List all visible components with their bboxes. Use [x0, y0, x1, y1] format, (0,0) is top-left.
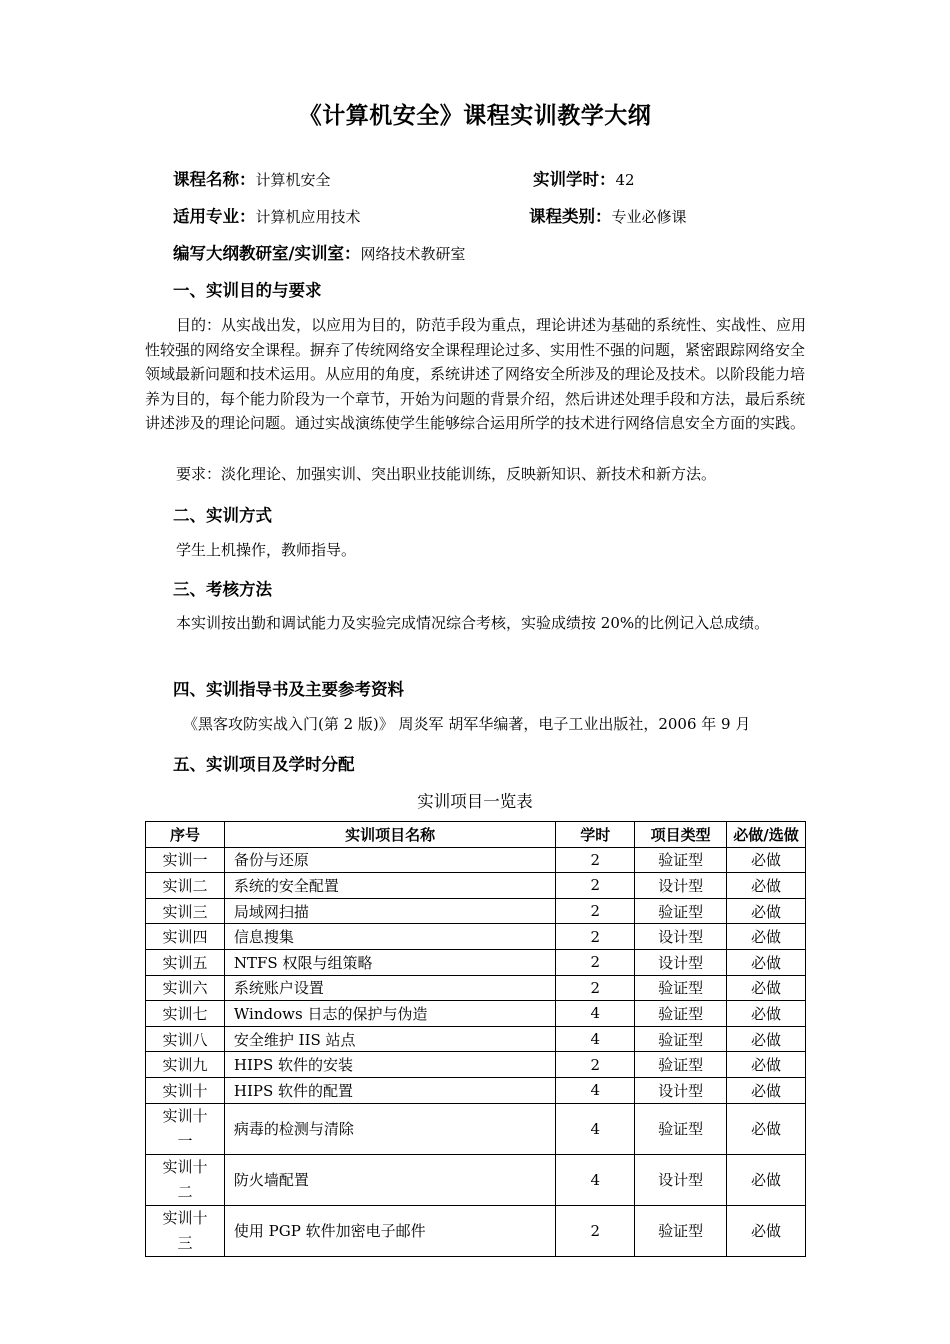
- section-3-heading: 三、考核方法: [173, 580, 272, 599]
- cell-hours: 2: [556, 1205, 635, 1256]
- cell-name: 使用 PGP 软件加密电子邮件: [224, 1205, 555, 1256]
- dept-field: [173, 240, 466, 264]
- cell-hours: 4: [556, 1103, 635, 1154]
- major-field: [173, 203, 361, 227]
- table-row: [146, 1077, 806, 1103]
- cell-name: 系统的安全配置: [224, 873, 555, 899]
- cell-seq: 实训十二: [146, 1154, 225, 1205]
- section-4-text: 《黑客攻防实战入门(第 2 版)》 周炎军 胡军华编著，电子工业出版社，2006 年 9 月: [183, 715, 751, 733]
- table-row: [146, 1154, 806, 1205]
- cell-seq: 实训三: [146, 898, 225, 924]
- cell-required: 必做: [727, 949, 806, 975]
- cell-type: 验证型: [635, 975, 727, 1001]
- cell-seq: 实训四: [146, 924, 225, 950]
- cell-type: 验证型: [635, 1052, 727, 1078]
- header-type: 项目类型: [635, 822, 727, 848]
- table-row: [146, 1052, 806, 1078]
- cell-required: 必做: [727, 1001, 806, 1027]
- section-1-heading: 一、实训目的与要求: [173, 281, 322, 300]
- cell-hours: 4: [556, 1001, 635, 1027]
- cell-seq: 实训七: [146, 1001, 225, 1027]
- section-3-paragraph: [145, 611, 807, 636]
- table-row: [146, 1026, 806, 1052]
- cell-seq: 实训五: [146, 949, 225, 975]
- cell-required: 必做: [727, 898, 806, 924]
- hours-label: 实训学时：: [533, 170, 616, 189]
- major-label: 适用专业：: [173, 207, 256, 226]
- table-row: [146, 924, 806, 950]
- cell-type: 验证型: [635, 847, 727, 873]
- section-2-heading: 二、实训方式: [173, 506, 272, 525]
- major-value: 计算机应用技术: [255, 208, 361, 226]
- section-4-heading: 四、实训指导书及主要参考资料: [173, 680, 404, 699]
- cell-hours: 2: [556, 949, 635, 975]
- cell-seq: 实训二: [146, 873, 225, 899]
- cell-seq: 实训一: [146, 847, 225, 873]
- cell-type: 设计型: [635, 873, 727, 899]
- cell-hours: 4: [556, 1026, 635, 1052]
- category-label: 课程类别：: [529, 207, 612, 226]
- cell-type: 设计型: [635, 1154, 727, 1205]
- cell-type: 设计型: [635, 924, 727, 950]
- hours-field: [533, 166, 635, 190]
- cell-required: 必做: [727, 1103, 806, 1154]
- cell-name: 病毒的检测与清除: [224, 1103, 555, 1154]
- section-2-text: 学生上机操作，教师指导。: [176, 541, 357, 559]
- cell-type: 验证型: [635, 1001, 727, 1027]
- cell-seq: 实训十三: [146, 1205, 225, 1256]
- cell-name: HIPS 软件的配置: [224, 1077, 555, 1103]
- category-field: [529, 203, 687, 227]
- header-seq: 序号: [146, 822, 225, 848]
- cell-type: 验证型: [635, 1205, 727, 1256]
- header-hours: 学时: [556, 822, 635, 848]
- category-value: 专业必修课: [611, 208, 687, 226]
- table-row: [146, 949, 806, 975]
- cell-hours: 2: [556, 1052, 635, 1078]
- document-title: 《计算机安全》课程实训教学大纲: [298, 103, 652, 129]
- table-row: [146, 975, 806, 1001]
- course-name-label: 课程名称：: [173, 170, 256, 189]
- header-name: 实训项目名称: [224, 822, 555, 848]
- cell-type: 设计型: [635, 1077, 727, 1103]
- cell-name: 防火墙配置: [224, 1154, 555, 1205]
- cell-seq: 实训十: [146, 1077, 225, 1103]
- table-row: [146, 847, 806, 873]
- cell-seq: 实训十一: [146, 1103, 225, 1154]
- cell-type: 验证型: [635, 898, 727, 924]
- requirement-text: 要求：淡化理论、加强实训、突出职业技能训练，反映新知识、新技术和新方法。: [176, 465, 717, 483]
- table-caption: 实训项目一览表: [417, 792, 533, 811]
- cell-type: 设计型: [635, 949, 727, 975]
- cell-name: HIPS 软件的安装: [224, 1052, 555, 1078]
- cell-required: 必做: [727, 1026, 806, 1052]
- dept-label: 编写大纲教研室/实训室：: [173, 244, 361, 263]
- course-name-value: 计算机安全: [255, 171, 331, 189]
- cell-seq: 实训八: [146, 1026, 225, 1052]
- table-row: [146, 1001, 806, 1027]
- section-5-heading: 五、实训项目及学时分配: [173, 755, 355, 774]
- cell-hours: 2: [556, 873, 635, 899]
- section-1-purpose: [145, 313, 807, 436]
- table-header-row: [146, 822, 806, 848]
- cell-seq: 实训六: [146, 975, 225, 1001]
- cell-hours: 2: [556, 847, 635, 873]
- cell-name: 安全维护 IIS 站点: [224, 1026, 555, 1052]
- dept-value: 网络技术教研室: [360, 245, 466, 263]
- header-required: 必做/选做: [727, 822, 806, 848]
- cell-name: NTFS 权限与组策略: [224, 949, 555, 975]
- course-name-field: [173, 166, 331, 190]
- cell-hours: 4: [556, 1077, 635, 1103]
- section-3-text: 本实训按出勤和调试能力及实验完成情况综合考核，实验成绩按 20%的比例记入总成绩。: [176, 614, 770, 632]
- hours-value: 42: [615, 171, 635, 189]
- table-row: [146, 873, 806, 899]
- cell-type: 验证型: [635, 1026, 727, 1052]
- cell-hours: 2: [556, 898, 635, 924]
- cell-hours: 4: [556, 1154, 635, 1205]
- cell-name: Windows 日志的保护与伪造: [224, 1001, 555, 1027]
- cell-name: 局域网扫描: [224, 898, 555, 924]
- cell-required: 必做: [727, 1052, 806, 1078]
- cell-required: 必做: [727, 873, 806, 899]
- cell-name: 系统账户设置: [224, 975, 555, 1001]
- cell-name: 信息搜集: [224, 924, 555, 950]
- cell-type: 验证型: [635, 1103, 727, 1154]
- table-row: [146, 1205, 806, 1256]
- section-1-requirement: [145, 462, 807, 487]
- training-projects-table: [145, 821, 806, 1257]
- cell-required: 必做: [727, 1154, 806, 1205]
- cell-seq: 实训九: [146, 1052, 225, 1078]
- table-row: [146, 1103, 806, 1154]
- cell-hours: 2: [556, 924, 635, 950]
- cell-required: 必做: [727, 1205, 806, 1256]
- cell-required: 必做: [727, 924, 806, 950]
- table-row: [146, 898, 806, 924]
- purpose-text: 目的：从实战出发，以应用为目的，防范手段为重点，理论讲述为基础的系统性、实战性、应用性较强的网络安全课程。摒弃了传统网络安全课程理论过多、实用性不强的问题，紧密跟踪网络安全领域最新问题和技术运用。从应用的角度，系统讲述了网络安全所涉及的理论及技术。以阶段能力培养为目的，每个能力阶段为一个章节，开始为问题的背景介绍，然后讲述处理手段和方法，最后系统讲述涉及的理论问题。通过实战演练使学生能够综合运用所学的技术进行网络信息安全方面的实践。: [145, 316, 807, 433]
- cell-required: 必做: [727, 1077, 806, 1103]
- cell-name: 备份与还原: [224, 847, 555, 873]
- cell-required: 必做: [727, 975, 806, 1001]
- cell-hours: 2: [556, 975, 635, 1001]
- cell-required: 必做: [727, 847, 806, 873]
